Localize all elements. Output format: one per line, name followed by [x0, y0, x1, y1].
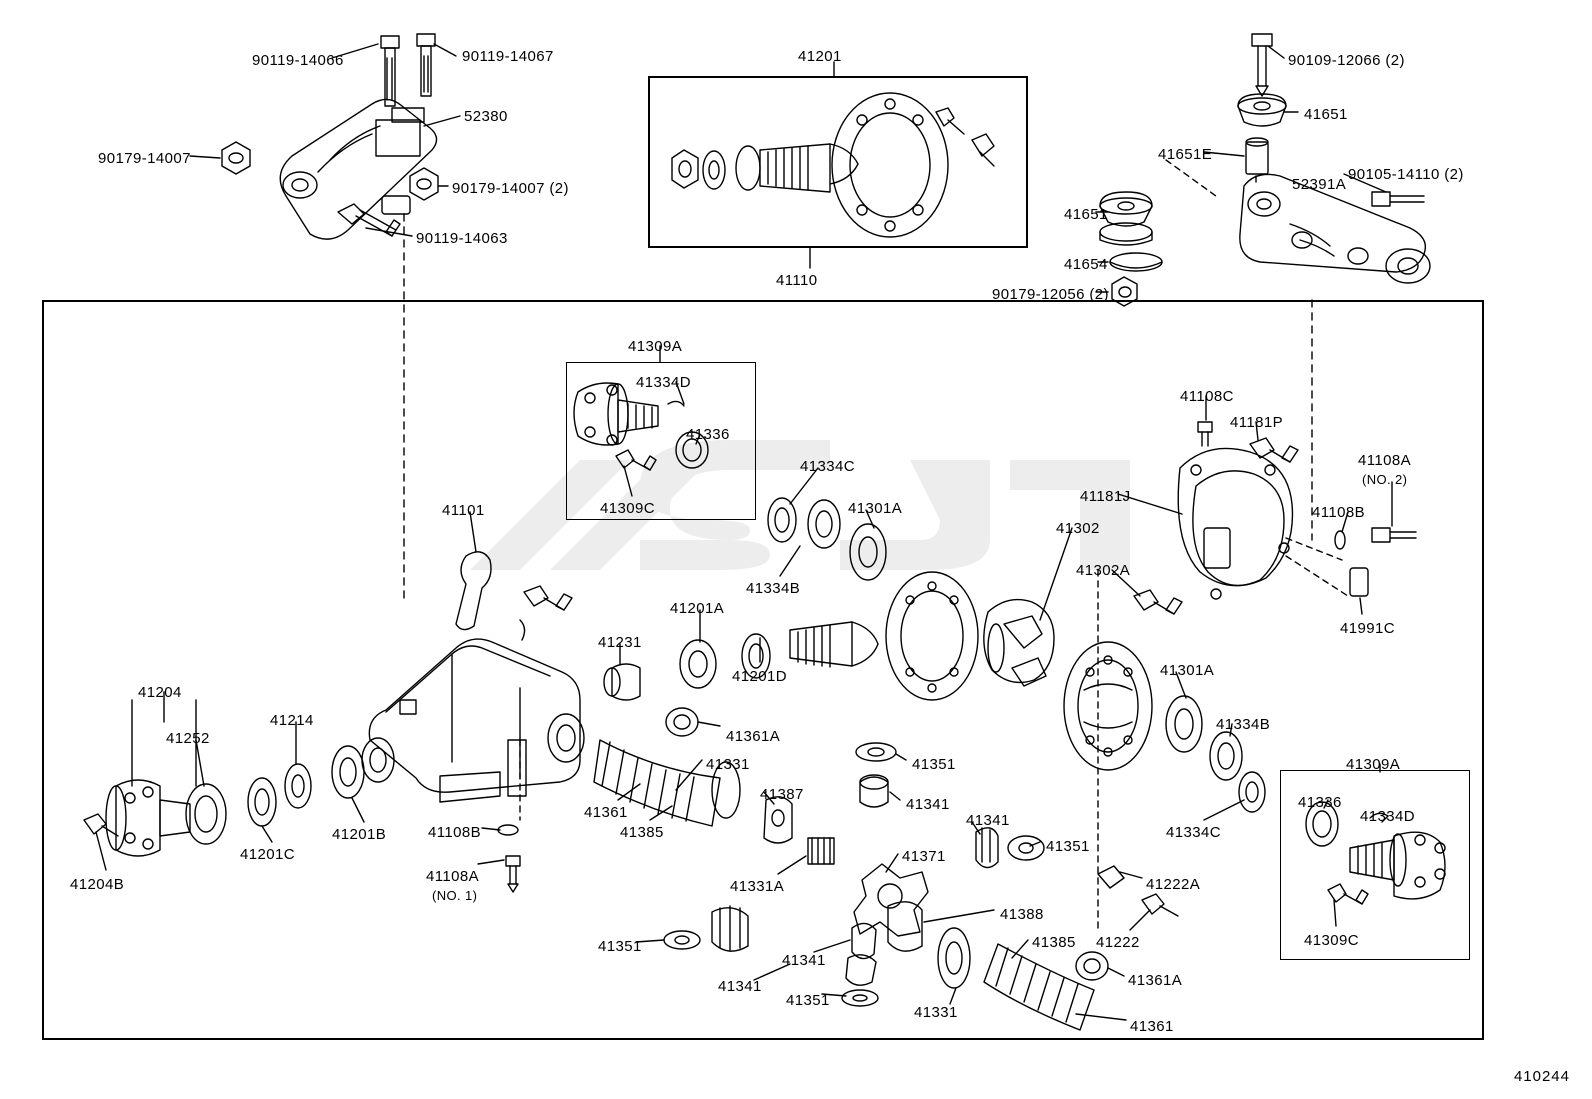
part-label-41334d[interactable]: 41334D [636, 374, 691, 391]
part-label-41301a[interactable]: 41301A [848, 500, 903, 517]
part-label-41201a[interactable]: 41201A [670, 600, 725, 617]
part-label-41334d[interactable]: 41334D [1360, 808, 1415, 825]
part-label-41651[interactable]: 41651 [1304, 106, 1348, 123]
part-label-90105-14110-2[interactable]: 90105-14110 (2) [1348, 166, 1464, 183]
part-label-90179-14007[interactable]: 90179-14007 [98, 150, 191, 167]
part-label-41334c[interactable]: 41334C [800, 458, 855, 475]
collar-41651E [1246, 138, 1268, 174]
part-label-41387[interactable]: 41387 [760, 786, 804, 803]
part-label-41222a[interactable]: 41222A [1146, 876, 1201, 893]
part-label-41654[interactable]: 41654 [1064, 256, 1108, 273]
part-label-41331[interactable]: 41331 [706, 756, 750, 773]
part-label-41361[interactable]: 41361 [584, 804, 628, 821]
part-label-90179-12056-2[interactable]: 90179-12056 (2) [992, 286, 1109, 303]
part-label-41302a[interactable]: 41302A [1076, 562, 1131, 579]
part-label-41361a[interactable]: 41361A [726, 728, 781, 745]
part-label-41371[interactable]: 41371 [902, 848, 946, 865]
part-label-41214[interactable]: 41214 [270, 712, 314, 729]
part-label-41331[interactable]: 41331 [914, 1004, 958, 1021]
collar-41204-top [382, 196, 410, 214]
part-label-41101[interactable]: 41101 [442, 502, 485, 519]
part-label-41334b[interactable]: 41334B [746, 580, 801, 597]
part-label-41341[interactable]: 41341 [718, 978, 762, 995]
part-label-41302[interactable]: 41302 [1056, 520, 1100, 537]
part-label-41204[interactable]: 41204 [138, 684, 182, 701]
bolt-90119-14063 [338, 204, 400, 236]
part-label-41201d[interactable]: 41201D [732, 668, 787, 685]
part-label-41181p[interactable]: 41181P [1230, 414, 1284, 431]
part-label-41252[interactable]: 41252 [166, 730, 210, 747]
part-label-41361a[interactable]: 41361A [1128, 972, 1183, 989]
part-label-41309c[interactable]: 41309C [600, 500, 655, 517]
mount-41651-lower [1100, 192, 1152, 245]
part-label-41201c[interactable]: 41201C [240, 846, 295, 863]
part-label-41651[interactable]: 41651 [1064, 206, 1108, 223]
upper-assembly-box [648, 76, 1028, 248]
part-label-41351[interactable]: 41351 [1046, 838, 1090, 855]
part-label-41108a[interactable]: 41108A [1358, 452, 1412, 469]
bolt-90105-14110 [1372, 192, 1424, 206]
part-label-41651e[interactable]: 41651E [1158, 146, 1213, 163]
nut-90179-14007-2 [410, 168, 438, 200]
part-label-90109-12066-2[interactable]: 90109-12066 (2) [1288, 52, 1405, 69]
part-label-41361[interactable]: 41361 [1130, 1018, 1174, 1035]
support-member-52380 [280, 99, 436, 239]
part-label-41341[interactable]: 41341 [782, 952, 826, 969]
part-label-41108a[interactable]: 41108A [426, 868, 480, 885]
part-label-41351[interactable]: 41351 [912, 756, 956, 773]
bolt-90109-12066 [1252, 34, 1272, 96]
part-label-41201[interactable]: 41201 [798, 48, 842, 65]
bolt-90119-14067 [417, 34, 435, 96]
part-label-41334b[interactable]: 41334B [1216, 716, 1271, 733]
part-label-41336[interactable]: 41336 [1298, 794, 1342, 811]
part-label-41110[interactable]: 41110 [776, 272, 818, 289]
part-label-41351[interactable]: 41351 [598, 938, 642, 955]
part-label-41334c[interactable]: 41334C [1166, 824, 1221, 841]
part-label-90119-14067[interactable]: 90119-14067 [462, 48, 554, 65]
part-label-41331a[interactable]: 41331A [730, 878, 785, 895]
part-label-41222[interactable]: 41222 [1096, 934, 1140, 951]
part-label-41181j[interactable]: 41181J [1080, 488, 1131, 505]
part-label-41204b[interactable]: 41204B [70, 876, 125, 893]
diagram-id: 410244 [1513, 1068, 1570, 1085]
part-label-52380[interactable]: 52380 [464, 108, 508, 125]
part-label-41309a[interactable]: 41309A [628, 338, 683, 355]
part-label-41309c[interactable]: 41309C [1304, 932, 1359, 949]
bolt-90119-14066 [381, 36, 399, 106]
part-label-41336[interactable]: 41336 [686, 426, 730, 443]
part-label-41991c[interactable]: 41991C [1340, 620, 1395, 637]
part-label-90179-14007-2[interactable]: 90179-14007 (2) [452, 180, 569, 197]
washer-41654 [1110, 253, 1162, 271]
part-label-41301a[interactable]: 41301A [1160, 662, 1215, 679]
part-label-41108b[interactable]: 41108B [1312, 504, 1366, 521]
part-label-41388[interactable]: 41388 [1000, 906, 1044, 923]
part-label-41231[interactable]: 41231 [598, 634, 642, 651]
part-label-41385[interactable]: 41385 [1032, 934, 1076, 951]
part-label-41341[interactable]: 41341 [966, 812, 1010, 829]
part-label-41351[interactable]: 41351 [786, 992, 830, 1009]
part-label-90119-14066[interactable]: 90119-14066 [252, 52, 344, 69]
part-label-41385[interactable]: 41385 [620, 824, 664, 841]
part-label-41309a[interactable]: 41309A [1346, 756, 1401, 773]
part-label-41201b[interactable]: 41201B [332, 826, 387, 843]
part-label-41108c[interactable]: 41108C [1180, 388, 1234, 405]
part-label-52391a[interactable]: 52391A [1292, 176, 1347, 193]
part-label-41108b[interactable]: 41108B [428, 824, 482, 841]
part-label-no-2[interactable]: (NO. 2) [1362, 472, 1408, 487]
part-label-41341[interactable]: 41341 [906, 796, 950, 813]
part-label-90119-14063[interactable]: 90119-14063 [416, 230, 508, 247]
mount-41651-top [1238, 94, 1286, 126]
part-label-no-1[interactable]: (NO. 1) [432, 888, 478, 903]
nut-90179-14007-left [222, 142, 250, 174]
